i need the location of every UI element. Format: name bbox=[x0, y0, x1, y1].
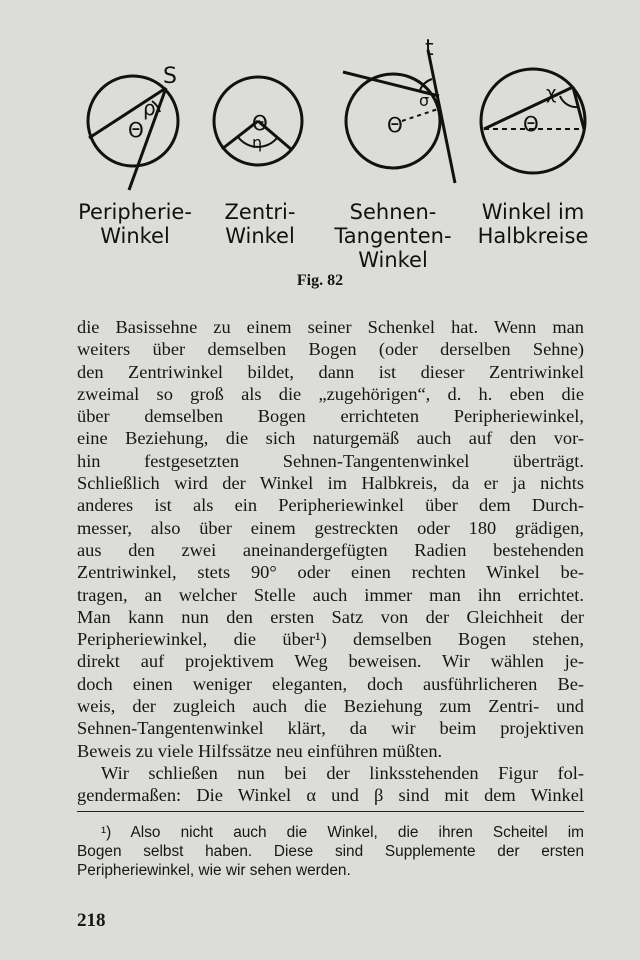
text-line: tragen, an welcher Stelle auch immer man ihn errichtet. bbox=[77, 584, 584, 605]
figure-82 bbox=[0, 0, 640, 300]
label-rho: ρ bbox=[143, 96, 156, 120]
text-line: gendermaßen: Die Winkel α und β sind mit dem Winkel bbox=[77, 785, 584, 806]
text-line: hin festgesetzten Sehnen-Tangentenwinkel überträgt. bbox=[77, 450, 584, 471]
footnote bbox=[77, 823, 584, 880]
label-theta-peripheral: Θ bbox=[128, 118, 144, 142]
label-t: t bbox=[425, 36, 434, 61]
label-eta: η bbox=[252, 133, 263, 152]
label-sigma: σ bbox=[419, 91, 430, 110]
figure-caption: Fig. 82 bbox=[296, 272, 344, 289]
text-line: Beweis zu viele Hilfssätze neu einführen müßten. bbox=[77, 740, 443, 761]
label-chi: χ bbox=[546, 83, 557, 104]
text-line: Zentriwinkel, stets 90° oder einen rechten Winkel be- bbox=[77, 562, 584, 583]
text-line: messer, also über einem gestreckten oder 180 grädigen, bbox=[77, 517, 584, 538]
caption-central: Zentri- Winkel bbox=[224, 200, 296, 248]
text-line: doch einen weniger eleganten, doch ausführlicheren Be- bbox=[77, 673, 584, 694]
text-line: eine Beziehung, die sich naturgemäß auch auf den vor- bbox=[77, 428, 584, 449]
footnote-line: Peripheriewinkel, wie wir sehen werden. bbox=[77, 862, 351, 879]
text-line: Sehnen-Tangentenwinkel klärt, da wir beim projektiven bbox=[77, 718, 584, 739]
footnote-rule bbox=[77, 811, 584, 812]
text-line: anderes ist als ein Peripheriewinkel über dem Durch- bbox=[77, 495, 584, 516]
text-line: Wir schließen nun bei der linksstehenden Figur fol- bbox=[101, 762, 584, 783]
page-number: 218 bbox=[77, 910, 106, 931]
text-line: über demselben Bogen errichteten Peripheriewinkel, bbox=[77, 406, 584, 427]
caption-tangent: Sehnen- Tangenten- Winkel bbox=[334, 200, 452, 272]
caption-peripheral: Peripherie- Winkel bbox=[78, 200, 192, 248]
dashed-radius-tangent bbox=[402, 109, 438, 121]
text-line: die Basissehne zu einem seiner Schenkel hat. Wenn man bbox=[77, 317, 584, 337]
text-line: direkt auf projektivem Weg beweisen. Wir wählen je- bbox=[77, 651, 584, 672]
label-s: S bbox=[163, 64, 177, 89]
footnote-line: ¹) Also nicht auch die Winkel, die ihren Scheitel im bbox=[101, 824, 584, 841]
text-line: Schließlich wird der Winkel im Halbkreis, da er ja nichts bbox=[77, 473, 584, 494]
text-line: zweimal so groß als die „zugehörigen“, d. h. eben die bbox=[77, 383, 584, 404]
label-theta-semicircle: Θ bbox=[523, 112, 539, 136]
text-line: Man kann nun den ersten Satz von der Gleichheit der bbox=[77, 606, 584, 627]
text-line: den Zentriwinkel bildet, dann ist dieser Zentriwinkel bbox=[77, 361, 584, 382]
text-line: aus den zwei aneinandergefügten Radien bestehenden bbox=[77, 539, 584, 560]
body-text bbox=[77, 316, 584, 807]
label-theta-central: Θ bbox=[252, 111, 268, 135]
caption-semicircle: Winkel im Halbkreise bbox=[477, 200, 589, 248]
footnote-line: Bogen selbst haben. Diese sind Supplemente der ersten bbox=[77, 843, 584, 860]
text-line: weis, der zugleich auch die Beziehung zum Zentri- und bbox=[77, 696, 584, 717]
label-theta-tangent: Θ bbox=[387, 113, 403, 137]
text-line: weiters über demselben Bogen (oder derselben Sehne) bbox=[77, 339, 584, 360]
text-line: Peripheriewinkel, die über¹) demselben Bogen stehen, bbox=[77, 629, 584, 650]
tangent-line bbox=[428, 50, 455, 183]
